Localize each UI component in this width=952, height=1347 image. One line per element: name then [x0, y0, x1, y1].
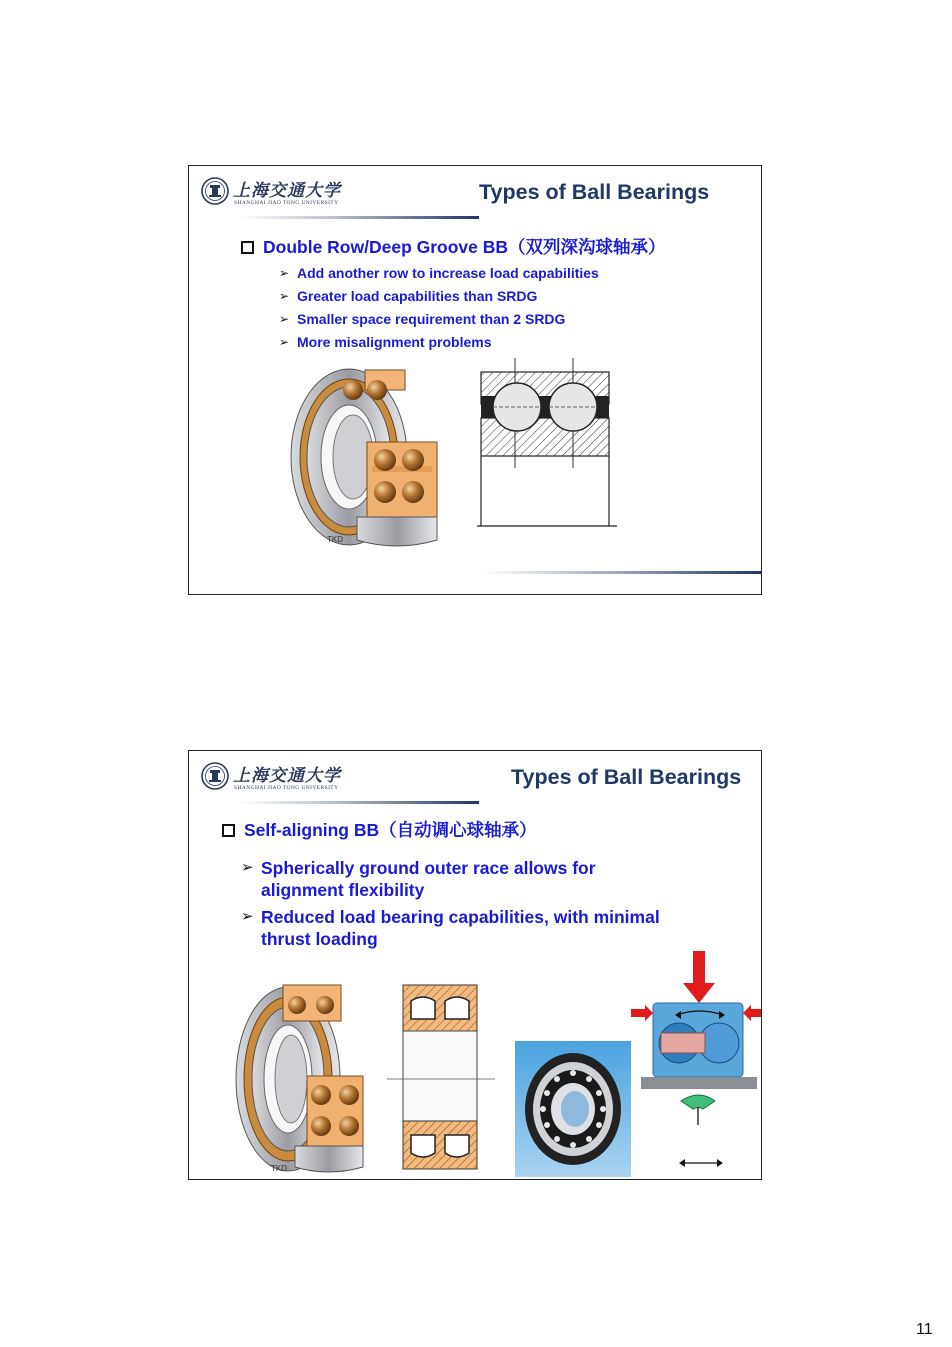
- slide-double-row-bearing: [188, 165, 762, 595]
- arrow-bullet-icon: ➢: [279, 266, 290, 280]
- arrow-bullet-icon: ➢: [279, 312, 290, 326]
- arrow-bullet-icon: ➢: [279, 335, 290, 349]
- radial-load-arrow-icon: [683, 951, 715, 1003]
- university-seal-icon: [201, 762, 229, 790]
- logo-english-name: SHANGHAI JIAO TONG UNIVERSITY: [234, 200, 339, 206]
- university-logo: [201, 761, 351, 801]
- logo-chinese-name: 上海交通大学: [233, 181, 341, 201]
- checkbox-bullet-icon: [222, 824, 235, 837]
- arrow-bullet-icon: ➢: [279, 289, 290, 303]
- university-logo: [201, 176, 351, 216]
- list-item: ➢ More misalignment problems: [279, 331, 599, 354]
- self-aligning-bearing-cross-section: [387, 983, 497, 1175]
- section-heading: Self-aligning BB（自动调心球轴承）: [222, 817, 537, 842]
- bullet-list: [279, 262, 599, 354]
- footer-divider: [481, 571, 761, 574]
- self-aligning-bearing-cutaway-illustration: [233, 981, 373, 1176]
- double-row-bearing-cutaway-illustration: [287, 362, 447, 552]
- brand-mark: TKD: [327, 535, 343, 544]
- bullet-list: [241, 857, 661, 955]
- list-item: ➢ Add another row to increase load capabilities: [279, 262, 599, 285]
- university-seal-icon: [201, 177, 229, 205]
- list-item: ➢ Smaller space requirement than 2 SRDG: [279, 308, 599, 331]
- page-number: 11: [916, 1321, 933, 1338]
- section-heading: Double Row/Deep Groove BB（双列深沟球轴承）: [241, 234, 666, 259]
- axial-load-arrow-icon: [631, 1005, 653, 1021]
- slide-title: Types of Ball Bearings: [479, 180, 710, 204]
- title-divider: [237, 216, 479, 219]
- logo-chinese-name: 上海交通大学: [233, 766, 341, 786]
- arrow-bullet-icon: ➢: [241, 908, 254, 925]
- title-divider: [237, 801, 479, 804]
- arrow-bullet-icon: ➢: [241, 859, 254, 876]
- slide-self-aligning-bearing: [188, 750, 762, 1180]
- misalignment-diagram: [631, 951, 762, 1177]
- checkbox-bullet-icon: [241, 241, 254, 254]
- double-row-bearing-cross-section: [473, 358, 623, 530]
- list-item: ➢ Spherically ground outer race allows for alignment flexibility: [241, 858, 596, 900]
- list-item: ➢ Reduced load bearing capabilities, with minimal thrust loading: [241, 907, 660, 949]
- self-aligning-bearing-photo: [515, 1041, 631, 1177]
- list-item: ➢ Greater load capabilities than SRDG: [279, 285, 599, 308]
- logo-english-name: SHANGHAI JIAO TONG UNIVERSITY: [234, 785, 339, 791]
- slide-title: Types of Ball Bearings: [511, 765, 742, 789]
- axial-load-arrow-icon: [743, 1005, 762, 1021]
- brand-mark: TKD: [271, 1164, 287, 1173]
